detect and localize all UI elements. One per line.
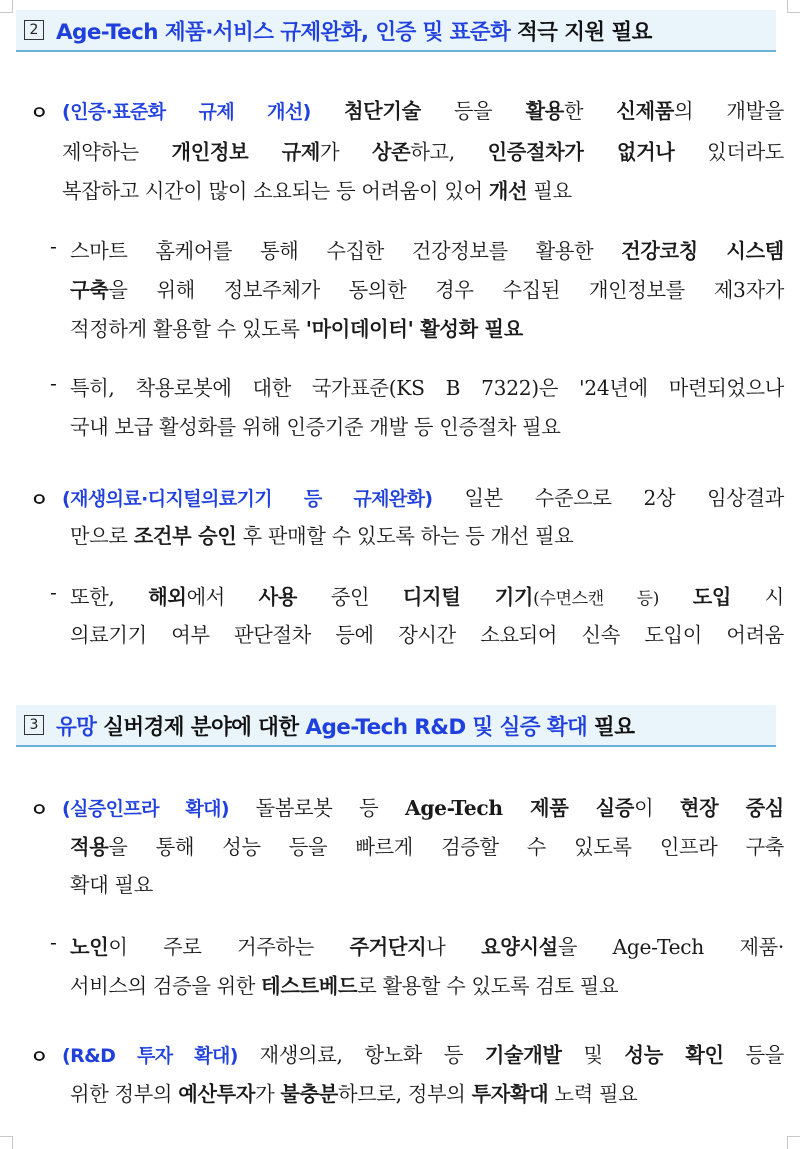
circle-bullet: ㅇ (30, 489, 49, 511)
section-title: Age-Tech 제품·서비스 규제완화, 인증 및 표준화 적극 지원 필요 (56, 19, 652, 45)
section-3-header (16, 705, 776, 747)
section-title: 유망 실버경제 분야에 대한 Age-Tech R&D 및 실증 확대 필요 (56, 714, 635, 740)
paragraph-lead: (실증인프라 확대) (62, 798, 229, 820)
section-number-box: 3 (24, 715, 44, 735)
circle-bullet: ㅇ (30, 799, 49, 821)
paragraph-lead: (재생의료·디지털의료기기 등 규제완화) (62, 488, 433, 510)
dash-bullet: - (50, 932, 57, 954)
paragraph-lead: (R&D 투자 확대) (62, 1045, 238, 1067)
dash-bullet: - (50, 373, 57, 395)
circle-bullet: ㅇ (30, 102, 49, 124)
dash-bullet: - (50, 582, 57, 604)
paragraph-lead: (인증·표준화 규제 개선) (62, 101, 311, 123)
dash-bullet: - (50, 236, 57, 258)
page-corner-mark (0, 0, 13, 13)
page-corner-mark (787, 0, 800, 13)
section-2-header (16, 10, 776, 52)
section-number-box: 2 (24, 20, 44, 40)
page-corner-mark (787, 1136, 800, 1149)
circle-bullet: ㅇ (30, 1046, 49, 1068)
page-corner-mark (0, 1136, 13, 1149)
